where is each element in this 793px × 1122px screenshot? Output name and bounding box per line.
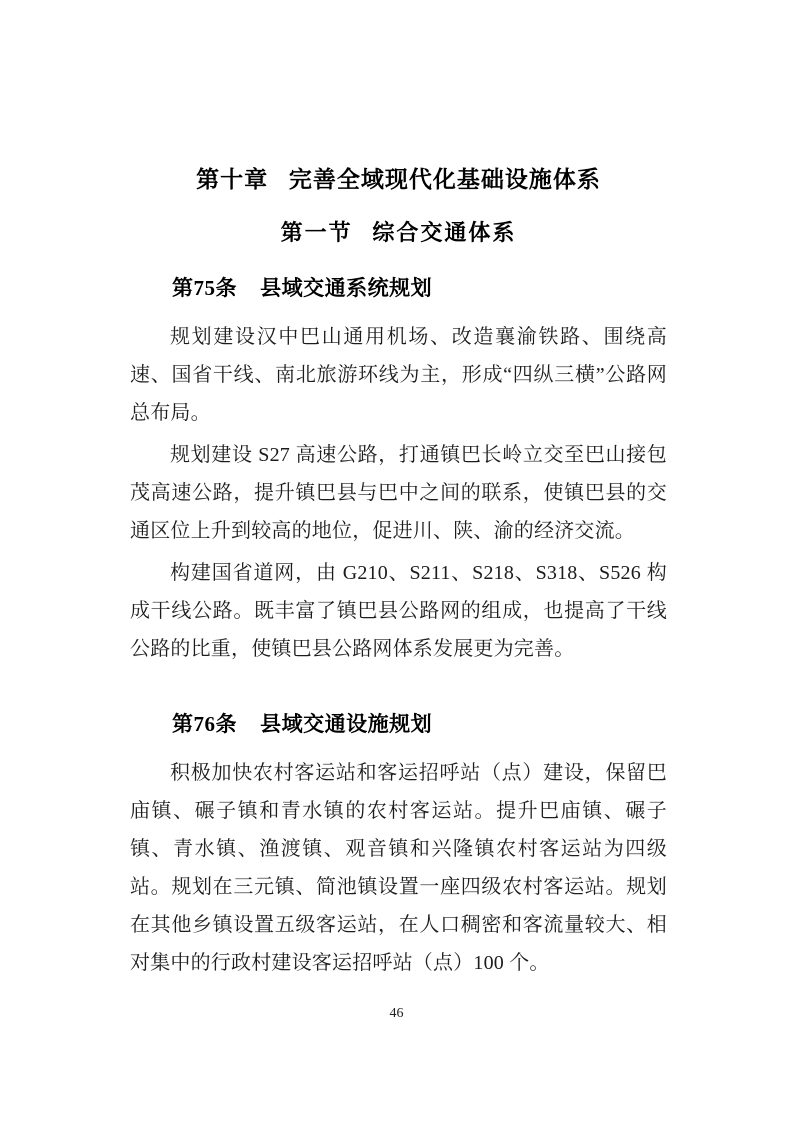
article-75-paragraph-1: 规划建设汉中巴山通用机场、改造襄渝铁路、围绕高速、国省干线、南北旅游环线为主，形成“四纵三横”公路网总布局。	[130, 326, 667, 424]
chapter-number: 第十章	[196, 166, 269, 192]
article-76-heading	[130, 710, 667, 738]
article-75-heading	[130, 274, 667, 302]
article-76-paragraph-1: 积极加快农村客运站和客运招呼站（点）建设，保留巴庙镇、碾子镇和青水镇的农村客运站。提升巴庙镇、碾子镇、青水镇、渔渡镇、观音镇和兴隆镇农村客运站为四级站。规划在三元镇、简池镇设置一座四级农村客运站。规划在其他乡镇设置五级客运站，在人口稠密和客流量较大、相对集中的行政村建设客运招呼站（点）100 个。	[130, 762, 667, 974]
section-number: 第一节	[280, 220, 353, 245]
chapter-heading	[130, 164, 667, 194]
article-75-title: 县域交通系统规划	[260, 276, 433, 300]
article-75-paragraph-2: 规划建设 S27 高速公路，打通镇巴长岭立交至巴山接包茂高速公路，提升镇巴县与巴中之间的联系，使镇巴县的交通区位上升到较高的地位，促进川、陕、渝的经济交流。	[130, 444, 667, 542]
article-75-number: 第75条	[172, 276, 237, 300]
section-heading	[130, 218, 667, 248]
page-number: 46	[389, 1006, 404, 1021]
article-76-number: 第76条	[172, 712, 237, 736]
article-76-title: 县域交通设施规划	[260, 712, 433, 736]
article-75-paragraph-3: 构建国省道网，由 G210、S211、S218、S318、S526 构成干线公路。既丰富了镇巴县公路网的组成，也提高了干线公路的比重，使镇巴县公路网体系发展更为完善。	[130, 562, 667, 660]
chapter-title: 完善全域现代化基础设施体系	[288, 166, 601, 192]
section-title: 综合交通体系	[372, 220, 517, 245]
page-content	[130, 164, 667, 986]
